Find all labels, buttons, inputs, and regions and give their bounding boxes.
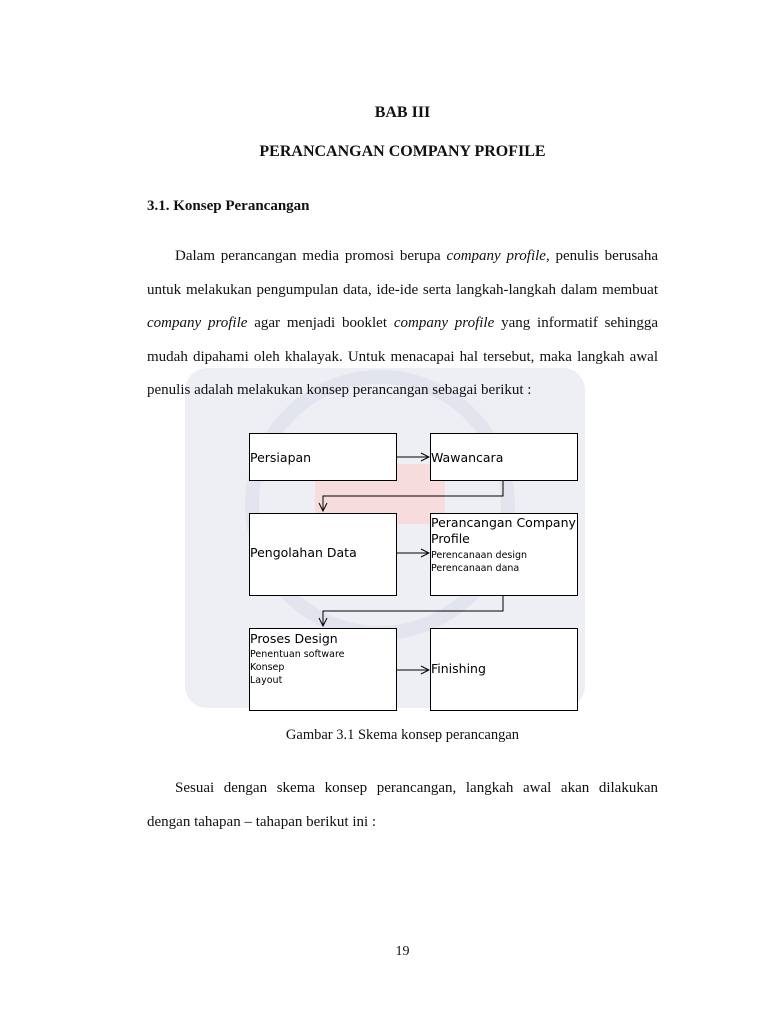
para1-text-g: yang informatif sehingga mudah dipahami oleh khalayak. Untuk menacapai hal tersebut, maka langkah awal penulis adalah melakukan konsep perancangan sebagai berikut : (147, 315, 659, 398)
box-finishing-label: Finishing (431, 661, 486, 676)
para1-text-a: Dalam perancangan media promosi berupa (175, 248, 447, 264)
chapter-heading: BAB III (374, 104, 431, 121)
box-persiapan-label: Persiapan (250, 450, 312, 465)
proses-item: Layout (250, 675, 283, 686)
para1-italic-term-3: company profile (393, 315, 495, 331)
box-wawancara (430, 433, 578, 481)
box-proses-title: Proses Design (250, 631, 338, 646)
box-wawancara-label: Wawancara (431, 450, 504, 465)
para1-italic-term-1: company profile (446, 248, 546, 264)
box-perancangan-title: Perancangan Company Profile (431, 515, 576, 546)
box-perancangan-company-profile (430, 513, 578, 596)
para1-text-e: agar menjadi booklet (247, 315, 394, 331)
page-number: 19 (395, 944, 410, 959)
perancangan-item: Perencanaan dana (431, 563, 520, 574)
closing-paragraph-text: Sesuai dengan skema konsep perancangan, langkah awal akan dilakukan dengan tahapan – tahapan berikut ini : (147, 780, 658, 830)
box-pengolahan-data (249, 513, 397, 596)
para1-text-c: , penulis berusaha untuk melakukan pengumpulan data, ide-ide serta langkah-langkah dalam membuat (147, 248, 658, 298)
box-pengolahan-label: Pengolahan Data (250, 545, 357, 560)
closing-paragraph (147, 772, 658, 839)
arrow-perancangan-proses (323, 596, 503, 626)
box-finishing (430, 628, 578, 711)
arrow-wawancara-pengolahan (323, 481, 503, 511)
box-proses-design (249, 628, 397, 711)
proses-item: Konsep (250, 662, 285, 673)
perancangan-item: Perencanaan design (431, 550, 528, 561)
proses-item: Penentuan software (250, 649, 345, 660)
chapter-title: PERANCANGAN COMPANY PROFILE (259, 143, 546, 160)
figure-caption: Gambar 3.1 Skema konsep perancangan (285, 727, 520, 743)
box-persiapan (249, 433, 397, 481)
section-heading: 3.1. Konsep Perancangan (147, 198, 310, 214)
para1-italic-term-2: company profile (147, 315, 248, 331)
